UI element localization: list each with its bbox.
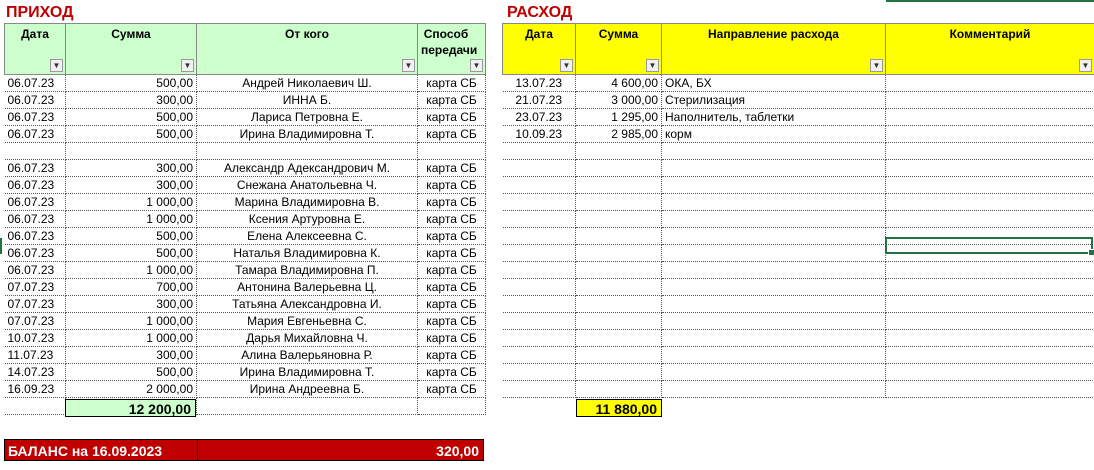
income-header-amount[interactable] <box>66 24 197 75</box>
table-row <box>503 279 1094 296</box>
expense-comment-cell[interactable] <box>886 313 1094 330</box>
expense-comment-cell[interactable] <box>886 347 1094 364</box>
income-amount-cell[interactable]: 300,00 <box>66 177 197 194</box>
income-date-cell[interactable]: 07.07.23 <box>5 279 66 296</box>
expense-amount-cell[interactable]: 1 295,00 <box>576 109 662 126</box>
selected-cell[interactable] <box>885 237 1093 254</box>
income-date-cell[interactable]: 06.07.23 <box>5 160 66 177</box>
table-row <box>503 126 1094 143</box>
expense-header-amount[interactable] <box>576 24 662 75</box>
header-label: Сумма <box>598 27 639 41</box>
expense-direction-cell[interactable] <box>662 313 886 330</box>
filter-dropdown-icon[interactable]: ▼ <box>50 59 63 72</box>
expense-amount-cell[interactable]: 4 600,00 <box>576 75 662 92</box>
income-from-cell[interactable] <box>197 398 418 415</box>
table-row <box>503 262 1094 279</box>
income-method-cell[interactable]: карта СБ <box>418 245 486 262</box>
income-amount-cell[interactable]: 1 000,00 <box>66 262 197 279</box>
expense-direction-cell[interactable] <box>662 364 886 381</box>
expense-direction-cell[interactable] <box>662 228 886 245</box>
table-row <box>503 347 1094 364</box>
income-method-cell[interactable] <box>418 143 486 160</box>
income-date-cell[interactable]: 11.07.23 <box>5 347 66 364</box>
table-row <box>5 330 486 347</box>
expense-amount-cell[interactable] <box>576 211 662 228</box>
expense-date-cell[interactable] <box>503 177 576 194</box>
income-date-cell[interactable]: 06.07.23 <box>5 245 66 262</box>
balance-value: 320,00 <box>436 443 479 459</box>
table-row <box>5 262 486 279</box>
income-amount-cell[interactable]: 500,00 <box>66 228 197 245</box>
expense-date-cell[interactable] <box>503 160 576 177</box>
table-row <box>5 75 486 92</box>
expense-date-cell[interactable] <box>503 211 576 228</box>
income-method-cell[interactable]: карта СБ <box>418 262 486 279</box>
income-from-cell[interactable]: Ирина Владимировна Т. <box>197 364 418 381</box>
income-date-cell[interactable]: 06.07.23 <box>5 75 66 92</box>
income-method-cell[interactable] <box>418 398 486 415</box>
income-amount-cell[interactable] <box>66 143 197 160</box>
income-header-from[interactable] <box>197 24 418 75</box>
expense-table <box>502 23 1094 398</box>
income-from-cell[interactable]: Елена Алексеевна С. <box>197 228 418 245</box>
expense-comment-cell[interactable] <box>886 194 1094 211</box>
table-row <box>503 364 1094 381</box>
income-header-method[interactable] <box>418 24 486 75</box>
expense-amount-cell[interactable] <box>576 228 662 245</box>
expense-title: РАСХОД <box>507 4 573 21</box>
expense-amount-cell[interactable] <box>576 313 662 330</box>
active-row-marker <box>0 238 2 254</box>
income-date-cell[interactable]: 07.07.23 <box>5 296 66 313</box>
expense-direction-cell[interactable] <box>662 330 886 347</box>
expense-date-cell[interactable] <box>503 279 576 296</box>
expense-header-date[interactable] <box>503 24 576 75</box>
income-date-cell[interactable]: 06.07.23 <box>5 262 66 279</box>
expense-date-cell[interactable]: 10.09.23 <box>503 126 576 143</box>
expense-direction-cell[interactable] <box>662 279 886 296</box>
expense-date-cell[interactable]: 21.07.23 <box>503 92 576 109</box>
table-row <box>5 364 486 381</box>
table-row <box>503 381 1094 398</box>
expense-comment-cell[interactable] <box>886 279 1094 296</box>
expense-amount-cell[interactable] <box>576 364 662 381</box>
income-header-date[interactable] <box>5 24 66 75</box>
expense-comment-cell[interactable] <box>886 262 1094 279</box>
expense-amount-cell[interactable] <box>576 330 662 347</box>
expense-amount-cell[interactable] <box>576 347 662 364</box>
income-method-cell[interactable]: карта СБ <box>418 364 486 381</box>
income-method-cell[interactable]: карта СБ <box>418 211 486 228</box>
income-amount-cell[interactable]: 500,00 <box>66 364 197 381</box>
table-row <box>5 126 486 143</box>
sheet-edge-indicator <box>886 0 1094 2</box>
expense-amount-cell[interactable] <box>576 194 662 211</box>
income-method-cell[interactable]: карта СБ <box>418 347 486 364</box>
table-row <box>5 245 486 262</box>
income-from-cell[interactable]: Антонина Валерьевна Ц. <box>197 279 418 296</box>
table-row <box>5 279 486 296</box>
header-label: Дата <box>21 27 49 41</box>
table-row <box>5 194 486 211</box>
filter-dropdown-icon[interactable]: ▼ <box>181 59 194 72</box>
income-amount-cell[interactable]: 300,00 <box>66 160 197 177</box>
income-method-cell[interactable]: карта СБ <box>418 296 486 313</box>
expense-date-cell[interactable] <box>503 228 576 245</box>
income-method-cell[interactable]: карта СБ <box>418 109 486 126</box>
expense-direction-cell[interactable] <box>662 262 886 279</box>
expense-comment-cell[interactable] <box>886 211 1094 228</box>
table-row <box>5 296 486 313</box>
table-row <box>5 347 486 364</box>
expense-direction-cell[interactable] <box>662 347 886 364</box>
income-amount-cell[interactable]: 500,00 <box>66 109 197 126</box>
income-date-cell[interactable]: 06.07.23 <box>5 211 66 228</box>
expense-amount-cell[interactable]: 2 985,00 <box>576 126 662 143</box>
expense-direction-cell[interactable]: корм <box>662 126 886 143</box>
income-date-cell[interactable]: 06.07.23 <box>5 109 66 126</box>
header-label: От кого <box>285 27 329 41</box>
expense-date-cell[interactable] <box>503 245 576 262</box>
income-from-cell[interactable]: Дарья Михайловна Ч. <box>197 330 418 347</box>
expense-amount-cell[interactable]: 3 000,00 <box>576 92 662 109</box>
expense-date-cell[interactable] <box>503 347 576 364</box>
header-label: Способ передачи <box>421 27 478 57</box>
expense-comment-cell[interactable] <box>886 126 1094 143</box>
income-table <box>4 23 486 415</box>
income-date-cell[interactable]: 06.07.23 <box>5 228 66 245</box>
income-date-cell[interactable]: 06.07.23 <box>5 126 66 143</box>
filter-dropdown-icon[interactable]: ▼ <box>646 59 659 72</box>
income-from-cell[interactable]: Ксения Артуровна Е. <box>197 211 418 228</box>
table-row <box>5 381 486 398</box>
expense-amount-cell[interactable] <box>576 262 662 279</box>
income-method-cell[interactable]: карта СБ <box>418 279 486 296</box>
filter-dropdown-icon[interactable]: ▼ <box>870 59 883 72</box>
expense-amount-cell[interactable] <box>576 279 662 296</box>
income-from-cell[interactable]: Ирина Владимировна Т. <box>197 126 418 143</box>
expense-header-comment[interactable] <box>886 24 1094 75</box>
income-from-cell[interactable]: Лариса Петровна Е. <box>197 109 418 126</box>
table-row <box>5 109 486 126</box>
filter-dropdown-icon[interactable]: ▼ <box>1079 59 1092 72</box>
expense-amount-cell[interactable] <box>576 245 662 262</box>
income-date-cell[interactable]: 07.07.23 <box>5 313 66 330</box>
expense-amount-cell[interactable] <box>576 296 662 313</box>
expense-direction-cell[interactable]: Наполнитель, таблетки <box>662 109 886 126</box>
income-amount-cell[interactable]: 500,00 <box>66 245 197 262</box>
income-amount-cell[interactable]: 1 000,00 <box>66 194 197 211</box>
income-amount-cell[interactable]: 500,00 <box>66 126 197 143</box>
income-from-cell[interactable]: Наталья Владимировна К. <box>197 245 418 262</box>
income-amount-cell[interactable]: 1 000,00 <box>66 313 197 330</box>
table-row <box>5 177 486 194</box>
income-from-cell[interactable]: Андрей Николаевич Ш. <box>197 75 418 92</box>
expense-direction-cell[interactable] <box>662 143 886 160</box>
income-amount-cell[interactable]: 300,00 <box>66 347 197 364</box>
income-method-cell[interactable]: карта СБ <box>418 160 486 177</box>
income-from-cell[interactable]: Марина Владимировна В. <box>197 194 418 211</box>
income-date-cell[interactable]: 06.07.23 <box>5 177 66 194</box>
income-method-cell[interactable]: карта СБ <box>418 381 486 398</box>
table-row <box>503 160 1094 177</box>
income-method-cell[interactable]: карта СБ <box>418 330 486 347</box>
balance-divider <box>197 440 198 460</box>
expense-amount-cell[interactable] <box>576 177 662 194</box>
expense-comment-cell[interactable] <box>886 330 1094 347</box>
header-label: Сумма <box>111 27 151 41</box>
expense-date-cell[interactable] <box>503 262 576 279</box>
header-label: Направление расхода <box>708 27 839 41</box>
expense-header-direction[interactable] <box>662 24 886 75</box>
table-row <box>5 313 486 330</box>
table-row <box>503 75 1094 92</box>
table-row <box>5 211 486 228</box>
income-method-cell[interactable]: карта СБ <box>418 228 486 245</box>
expense-total: 11 880,00 <box>576 399 662 417</box>
income-from-cell[interactable]: Ирина Андреевна Б. <box>197 381 418 398</box>
expense-date-cell[interactable]: 13.07.23 <box>503 75 576 92</box>
balance-bar <box>4 439 484 461</box>
income-from-cell[interactable]: Тамара Владимировна П. <box>197 262 418 279</box>
expense-direction-cell[interactable] <box>662 160 886 177</box>
expense-amount-cell[interactable] <box>576 381 662 398</box>
table-row <box>503 330 1094 347</box>
expense-comment-cell[interactable] <box>886 92 1094 109</box>
expense-header-row <box>503 24 1094 75</box>
expense-direction-cell[interactable] <box>662 177 886 194</box>
income-method-cell[interactable]: карта СБ <box>418 126 486 143</box>
income-method-cell[interactable]: карта СБ <box>418 194 486 211</box>
income-from-cell[interactable] <box>197 143 418 160</box>
income-amount-cell[interactable]: 2 000,00 <box>66 381 197 398</box>
expense-comment-cell[interactable] <box>886 143 1094 160</box>
income-date-cell[interactable]: 10.07.23 <box>5 330 66 347</box>
expense-date-cell[interactable] <box>503 194 576 211</box>
expense-date-cell[interactable] <box>503 381 576 398</box>
expense-direction-cell[interactable]: Стерилизация <box>662 92 886 109</box>
header-label: Комментарий <box>949 27 1031 41</box>
expense-comment-cell[interactable] <box>886 160 1094 177</box>
income-method-cell[interactable]: карта СБ <box>418 92 486 109</box>
income-date-cell[interactable]: 06.07.23 <box>5 194 66 211</box>
income-from-cell[interactable]: Александр Адександрович М. <box>197 160 418 177</box>
income-amount-cell[interactable]: 300,00 <box>66 296 197 313</box>
income-from-cell[interactable]: Татьяна Александровна И. <box>197 296 418 313</box>
expense-date-cell[interactable]: 23.07.23 <box>503 109 576 126</box>
table-row <box>503 143 1094 160</box>
expense-date-cell[interactable] <box>503 330 576 347</box>
income-title: ПРИХОД <box>6 4 74 21</box>
expense-amount-cell[interactable] <box>576 160 662 177</box>
income-amount-cell[interactable]: 500,00 <box>66 75 197 92</box>
expense-amount-cell[interactable] <box>576 143 662 160</box>
income-amount-cell[interactable]: 700,00 <box>66 279 197 296</box>
expense-comment-cell[interactable] <box>886 381 1094 398</box>
expense-comment-cell[interactable] <box>886 75 1094 92</box>
expense-comment-cell[interactable] <box>886 109 1094 126</box>
expense-date-cell[interactable] <box>503 143 576 160</box>
filter-dropdown-icon[interactable]: ▼ <box>470 59 483 72</box>
income-date-cell[interactable]: 16.09.23 <box>5 381 66 398</box>
table-row <box>503 92 1094 109</box>
income-total: 12 200,00 <box>65 399 196 417</box>
income-method-cell[interactable]: карта СБ <box>418 313 486 330</box>
expense-comment-cell[interactable] <box>886 296 1094 313</box>
table-row <box>503 313 1094 330</box>
expense-date-cell[interactable] <box>503 313 576 330</box>
header-label: Дата <box>525 27 553 41</box>
table-row <box>503 177 1094 194</box>
income-amount-cell[interactable]: 1 000,00 <box>66 330 197 347</box>
table-row <box>503 296 1094 313</box>
income-from-cell[interactable]: Мария Евгеньевна С. <box>197 313 418 330</box>
table-row <box>5 143 486 160</box>
table-row <box>5 160 486 177</box>
income-from-cell[interactable]: Снежана Анатольевна Ч. <box>197 177 418 194</box>
table-row <box>503 194 1094 211</box>
expense-comment-cell[interactable] <box>886 364 1094 381</box>
table-row <box>503 211 1094 228</box>
filter-dropdown-icon[interactable]: ▼ <box>402 59 415 72</box>
income-from-cell[interactable]: Алина Валерьяновна Р. <box>197 347 418 364</box>
expense-direction-cell[interactable] <box>662 245 886 262</box>
expense-direction-cell[interactable] <box>662 211 886 228</box>
expense-date-cell[interactable] <box>503 364 576 381</box>
table-row <box>5 92 486 109</box>
income-date-cell[interactable]: 06.07.23 <box>5 92 66 109</box>
expense-direction-cell[interactable] <box>662 381 886 398</box>
income-date-cell[interactable] <box>5 398 66 415</box>
income-method-cell[interactable]: карта СБ <box>418 75 486 92</box>
income-date-cell[interactable] <box>5 143 66 160</box>
table-row <box>5 228 486 245</box>
expense-direction-cell[interactable]: ОКА, БХ <box>662 75 886 92</box>
income-amount-cell[interactable]: 300,00 <box>66 92 197 109</box>
fill-handle[interactable] <box>1088 249 1094 256</box>
expense-comment-cell[interactable] <box>886 177 1094 194</box>
income-date-cell[interactable]: 14.07.23 <box>5 364 66 381</box>
income-method-cell[interactable]: карта СБ <box>418 177 486 194</box>
income-amount-cell[interactable]: 1 000,00 <box>66 211 197 228</box>
filter-dropdown-icon[interactable]: ▼ <box>560 59 573 72</box>
expense-direction-cell[interactable] <box>662 296 886 313</box>
expense-date-cell[interactable] <box>503 296 576 313</box>
expense-direction-cell[interactable] <box>662 194 886 211</box>
income-header-row <box>5 24 486 75</box>
table-row <box>503 109 1094 126</box>
income-from-cell[interactable]: ИННА Б. <box>197 92 418 109</box>
balance-label: БАЛАНС на 16.09.2023 <box>8 443 163 459</box>
